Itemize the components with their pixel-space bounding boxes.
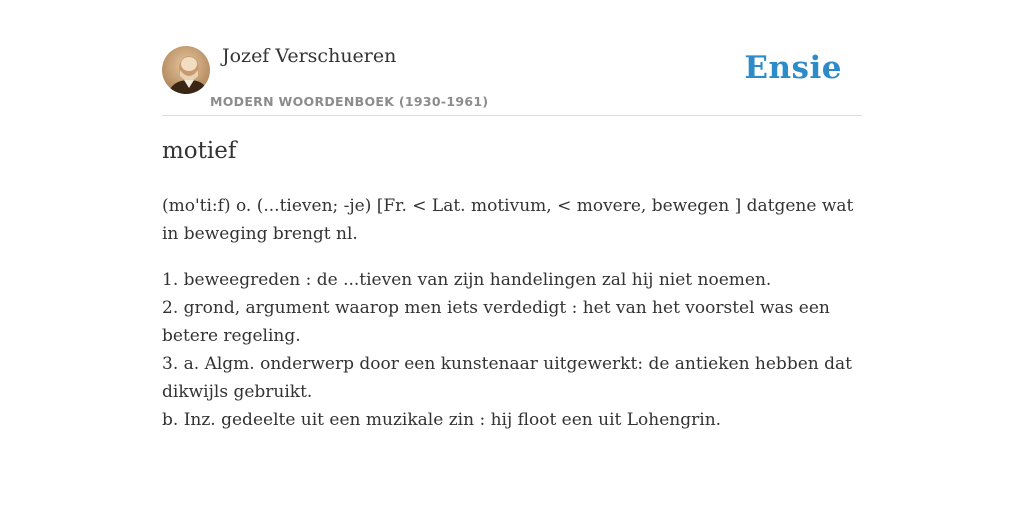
author-name[interactable]: Jozef Verschueren bbox=[222, 45, 397, 67]
entry-header bbox=[162, 0, 862, 116]
author-portrait-icon bbox=[162, 46, 210, 94]
sense-item: 1. beweegreden : de ...tieven van zijn handelingen zal hij niet noemen. bbox=[162, 270, 772, 290]
sense-item: b. Inz. gedeelte uit een muzikale zin : hij floot een uit Lohengrin. bbox=[162, 410, 722, 430]
entry-definition bbox=[162, 192, 862, 452]
entry-card bbox=[162, 0, 862, 512]
definition-intro: (mo'ti:f) o. (...tieven; -je) [Fr. < Lat. motivum, < movere, bewegen ] datgene wat in beweging brengt nl. bbox=[162, 196, 854, 244]
definition-senses bbox=[162, 266, 862, 434]
sense-item: 2. grond, argument waarop men iets verdedigt : het van het voorstel was een betere regeling. bbox=[162, 298, 830, 346]
brand-logo[interactable]: Ensie bbox=[744, 50, 842, 86]
entry-headword: motief bbox=[162, 138, 237, 164]
source-label[interactable]: MODERN WOORDENBOEK (1930-1961) bbox=[210, 94, 489, 109]
sense-item: 3. a. Algm. onderwerp door een kunstenaar uitgewerkt: de antieken hebben dat dikwijls gebruikt. bbox=[162, 354, 852, 402]
author-avatar[interactable] bbox=[162, 46, 210, 94]
